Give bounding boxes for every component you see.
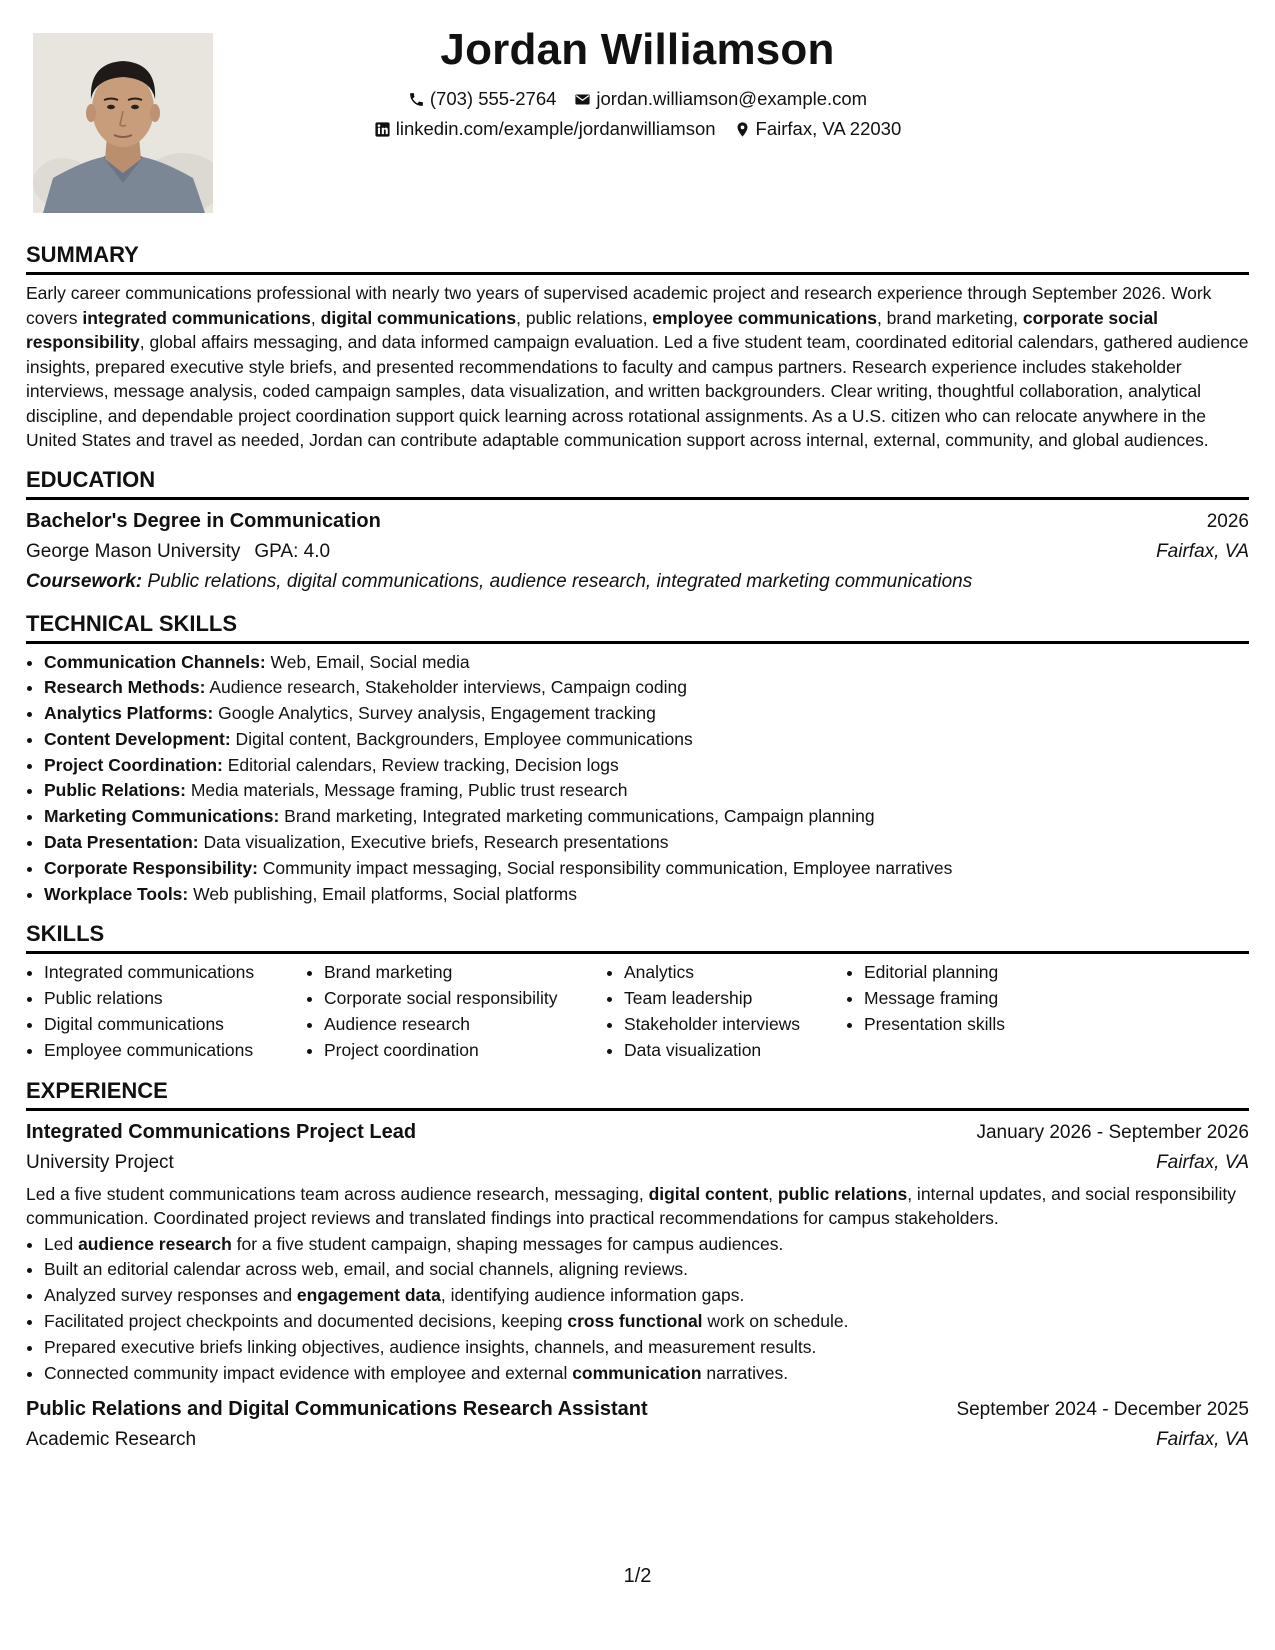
skill-category: Communication Channels: [44,651,266,672]
job-location: Fairfax, VA [1156,1429,1249,1451]
bullet-keyword: audience research [78,1233,232,1254]
resume-header [240,18,1035,142]
school-location: Fairfax, VA [1156,540,1249,562]
phone-text: (703) 555-2764 [429,88,557,109]
education-section [26,465,1249,597]
skill-category: Public Relations: [44,780,186,801]
skills-grid [26,960,1249,1063]
resume-content [26,240,1249,1467]
skill-category: Research Methods: [44,677,206,698]
summary-part: , global affairs messaging, and data informed campaign evaluation. Led a five student team, coordinated editorial calendars, gathered audience insights, prepared executive style briefs, and presented recommendations to faculty and campus partners. Research experience includes stakeholder interviews, message analysis, coded campaign samples, data visualization, and written backgrounders. Clear writing, thoughtful collaboration, analytical discipline, and dependable project coordination support quick learning across rotational assignments. As a U.S. citizen who can relocate anywhere in the United States and travel as needed, Jordan can contribute adaptable communication support across internal, external, community, and global audiences. [26,332,1249,450]
skill-category: Marketing Communications: [44,806,280,827]
contact-row-secondary [240,116,1035,142]
email-link[interactable]: jordan.williamson@example.com [596,88,868,109]
list-item [44,753,1249,779]
list-item: • Team leadership [624,986,846,1012]
summary-keyword: digital communications [320,307,517,328]
desc-part: , [768,1183,778,1204]
contact-linkedin[interactable] [374,116,716,142]
job-org: Academic Research [26,1429,197,1451]
list-item: • Brand marketing [324,960,606,986]
job-entry [26,1394,1249,1455]
skills-column-4 [846,960,1104,1063]
list-item: • Audience research [324,1012,606,1038]
map-pin-icon [734,121,751,138]
experience-heading: EXPERIENCE [26,1076,1249,1111]
desc-keyword: digital content [648,1183,769,1204]
job-entry [26,1117,1249,1387]
list-item: • Stakeholder interviews [624,1012,846,1038]
candidate-name: Jordan Williamson [440,25,835,74]
summary-heading: SUMMARY [26,240,1249,275]
list-item [44,675,1249,701]
job-dates: January 2026 - September 2026 [976,1121,1249,1143]
bullet-text: Connected community impact evidence with employee and external [44,1362,573,1383]
skills-column-2 [306,960,606,1063]
list-item [44,727,1249,753]
list-item [44,778,1249,804]
job-location: Fairfax, VA [1156,1151,1249,1173]
list-item [44,882,1249,908]
skill-values: Media materials, Message framing, Public trust research [185,780,628,801]
contact-phone [408,86,557,112]
skill-values: Data visualization, Executive briefs, Research presentations [198,832,669,853]
skills-section [26,919,1249,1063]
summary-text [26,281,1249,453]
job-org: University Project [26,1151,174,1173]
bullet-text: Built an editorial calendar across web, email, and social channels, aligning reviews. [44,1259,688,1280]
list-item: • Corporate social responsibility [324,986,606,1012]
list-item [44,701,1249,727]
job-title: Public Relations and Digital Communications Research Assistant [26,1398,648,1421]
portrait-image [33,33,213,213]
list-item [44,1361,1249,1387]
education-heading: EDUCATION [26,465,1249,500]
desc-keyword: public relations [777,1183,908,1204]
education-row-school [26,537,1249,567]
skill-values: Web, Email, Social media [265,651,470,672]
list-item [44,1232,1249,1258]
bullet-text: narratives. [701,1362,789,1383]
contact-row-primary [240,86,1035,112]
list-item [44,1257,1249,1283]
job-description [26,1182,1249,1230]
profile-photo [33,33,213,213]
skill-values: Editorial calendars, Review tracking, Decision logs [222,754,619,775]
job-title: Integrated Communications Project Lead [26,1120,417,1143]
location-text: Fairfax, VA 22030 [755,118,902,139]
summary-keyword: integrated communications [82,307,311,328]
skill-values: Brand marketing, Integrated marketing communications, Campaign planning [279,806,875,827]
bullet-keyword: cross functional [567,1311,703,1332]
skills-heading: SKILLS [26,919,1249,954]
bullet-text: Analyzed survey responses and [44,1285,297,1306]
list-item: • Integrated communications [44,960,306,986]
job-dates: September 2024 - December 2025 [956,1399,1249,1421]
list-item [44,830,1249,856]
list-item: • Data visualization [624,1038,846,1064]
bullet-keyword: engagement data [296,1285,441,1306]
coursework-line [26,567,1249,597]
technical-skills-heading: TECHNICAL SKILLS [26,609,1249,644]
list-item: • Project coordination [324,1038,606,1064]
job-org-row [26,1148,1249,1178]
list-item: • Message framing [864,986,1104,1012]
skill-values: Audience research, Stakeholder interviews, Campaign coding [205,677,687,698]
summary-keyword: corporate social responsibility [26,307,1159,352]
skill-values: Community impact messaging, Social responsibility communication, Employee narratives [257,857,953,878]
graduation-year: 2026 [1206,510,1249,532]
summary-part: , brand marketing, [876,307,1023,328]
list-item [44,856,1249,882]
job-org-row [26,1425,1249,1455]
desc-part: , internal updates, and social responsibility communication. Coordinated project reviews and translated findings into practical recommendations for campus stakeholders. [26,1183,1237,1228]
bullet-text: for a five student campaign, shaping messages for campus audiences. [231,1233,784,1254]
bullet-keyword: communication [572,1362,702,1383]
job-title-row [26,1394,1249,1425]
summary-section [26,240,1249,453]
list-item: • Digital communications [44,1012,306,1038]
bullet-text: Facilitated project checkpoints and documented decisions, keeping [44,1311,568,1332]
list-item [44,1309,1249,1335]
list-item: • Public relations [44,986,306,1012]
summary-part: Early career communications professional with nearly two years of supervised academic project and research experience through September 2026. Work covers [26,283,1212,328]
page-number: 1/2 [623,1565,652,1587]
list-item: • Employee communications [44,1038,306,1064]
phone-icon [408,91,425,108]
list-item [44,1335,1249,1361]
envelope-icon [574,91,591,108]
education-row-degree [26,506,1249,537]
linkedin-link[interactable]: linkedin.com/example/jordanwilliamson [395,118,716,139]
coursework-label: Coursework: [26,570,143,592]
skill-category: Project Coordination: [44,754,223,775]
summary-part: , public relations, [516,307,653,328]
skill-category: Content Development: [44,728,231,749]
technical-skills-list [26,650,1249,908]
skill-values: Digital content, Backgrounders, Employee communications [230,728,693,749]
desc-part: Led a five student communications team across audience research, messaging, [26,1183,649,1204]
technical-skills-section [26,609,1249,908]
job-title-row [26,1117,1249,1148]
bullet-text: , identifying audience information gaps. [440,1285,745,1306]
summary-part: , [310,307,321,328]
skills-column-3 [606,960,846,1063]
list-item: • Editorial planning [864,960,1104,986]
coursework-list: Public relations, digital communications, audience research, integrated marketing communications [142,570,973,592]
summary-keyword: employee communications [652,307,877,328]
linkedin-icon [374,121,391,138]
skill-category: Workplace Tools: [44,883,189,904]
list-item [44,804,1249,830]
bullet-text: Led [44,1233,79,1254]
school-line [26,537,330,567]
skill-category: Data Presentation: [44,832,199,853]
contact-location [734,116,902,142]
gpa-value: GPA: 4.0 [254,540,331,562]
skill-category: Corporate Responsibility: [44,857,258,878]
contact-email[interactable] [574,86,867,112]
bullet-text: Prepared executive briefs linking objectives, audience insights, channels, and measurement results. [44,1336,817,1357]
job-bullets [26,1232,1249,1387]
list-item [44,1283,1249,1309]
skill-values: Google Analytics, Survey analysis, Engagement tracking [213,703,656,724]
skill-values: Web publishing, Email platforms, Social platforms [188,883,577,904]
list-item: • Analytics [624,960,846,986]
list-item [44,650,1249,676]
degree-title: Bachelor's Degree in Communication [26,509,381,532]
school-name: George Mason University [26,540,241,562]
experience-section [26,1076,1249,1456]
bullet-text: work on schedule. [702,1311,849,1332]
skills-column-1 [26,960,306,1063]
list-item: • Presentation skills [864,1012,1104,1038]
skill-category: Analytics Platforms: [44,703,214,724]
